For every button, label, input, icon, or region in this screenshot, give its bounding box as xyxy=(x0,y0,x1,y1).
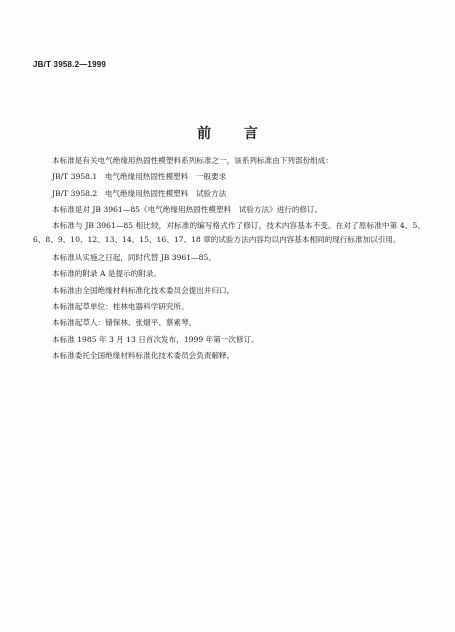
paragraph-history: 本标准 1985 年 3 月 13 日首次发布，1999 年第一次修订。 xyxy=(52,334,259,344)
paragraph-replacement: 本标准从实施之日起，同时代替 JB 3961—85。 xyxy=(52,252,216,262)
paragraph-comparison: 本标准与 JB 3961—85 相比较，对标准的编写格式作了修订，技术内容基本不变。在对了原标准中第 4、5、6、8、9、10、12、13、14、15、16、17、18 章的试验方法内容均以内容基本相同的现行标准加以引用。 xyxy=(33,220,425,245)
foreword-body xyxy=(33,153,425,365)
paragraph-drafters: 本标准起草人：储保林、张烟平、蔡素琴。 xyxy=(52,318,197,328)
paragraph-part-2: JB/T 3958.2 电气绝缘用热固性模塑料 试验方法 xyxy=(52,188,227,198)
paragraph-part-1: JB/T 3958.1 电气绝缘用热固性模塑料 一般要求 xyxy=(52,172,227,182)
paragraph-proposer: 本标准由全国绝缘材料标准化技术委员会提出并归口。 xyxy=(52,285,235,295)
paragraph-appendix: 本标准的附录 A 是提示的附录。 xyxy=(52,269,162,279)
page-title: 前 言 xyxy=(197,126,272,142)
document-code: JB/T 3958.2—1999 xyxy=(33,60,107,69)
paragraph-series-intro: 本标准是有关电气绝缘用热固性模塑料系列标准之一，该系列标准由下列部份组成： xyxy=(52,156,333,165)
paragraph-drafting-unit: 本标准起草单位：桂林电器科学研究所。 xyxy=(52,302,189,312)
paragraph-interpretation: 本标准委托全国绝缘材料标准化技术委员会负责解释。 xyxy=(52,351,235,361)
paragraph-revision: 本标准是对 JB 3961—85《电气绝缘用热固性模塑料 试验方法》进行的修订。 xyxy=(52,205,323,215)
